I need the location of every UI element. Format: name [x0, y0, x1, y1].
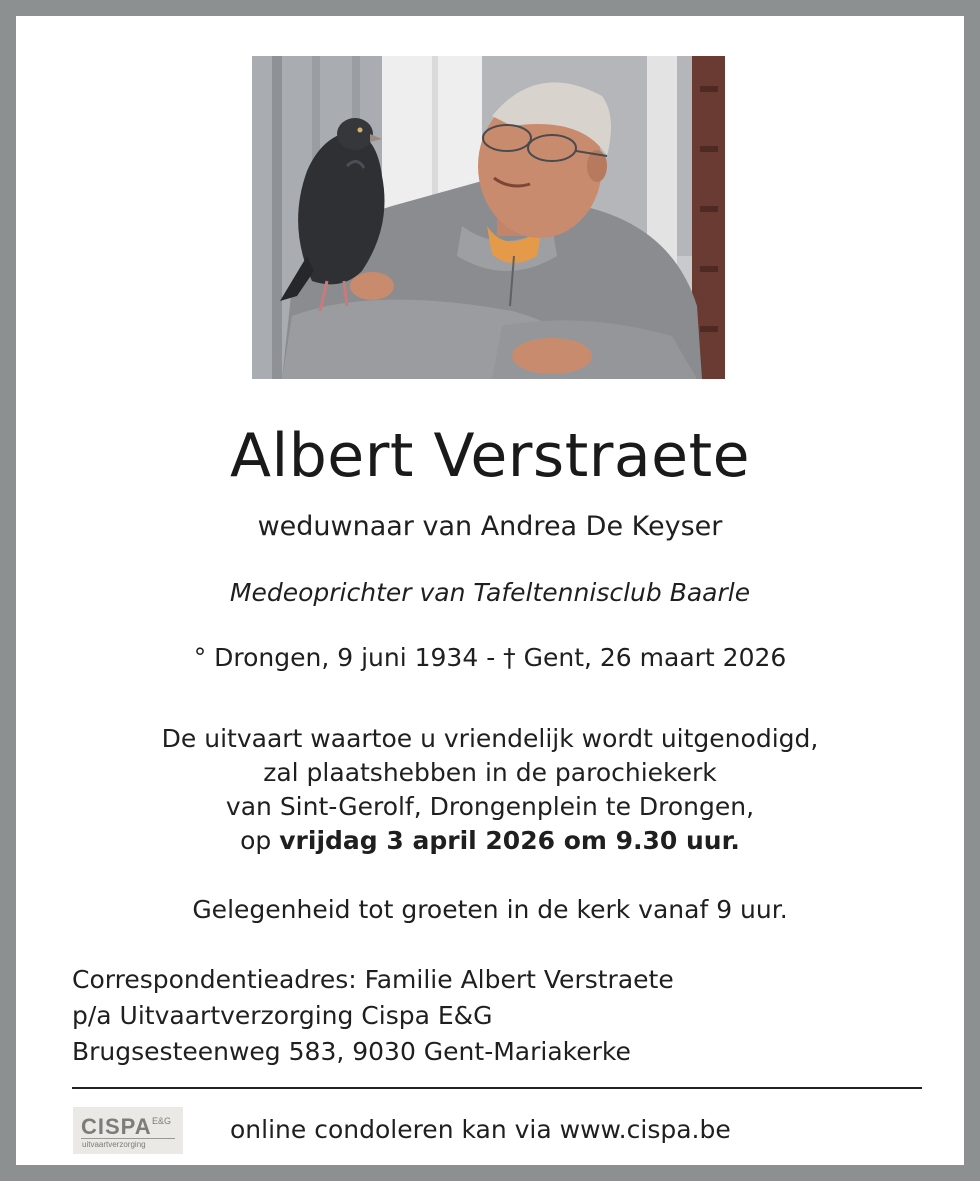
funeral-announcement [16, 722, 964, 858]
address-line-1: Correspondentieadres: Familie Albert Verstraete [72, 965, 674, 994]
visitation-line: Gelegenheid tot groeten in de kerk vanaf 9 uur. [192, 895, 788, 924]
divider-line [72, 1087, 922, 1089]
logo-subtitle: uitvaartverzorging [82, 1140, 146, 1149]
address-line-2: p/a Uitvaartverzorging Cispa E&G [72, 1001, 493, 1030]
funeral-line-2: zal plaatshebben in de parochiekerk [263, 758, 717, 787]
widower-of-line: weduwnaar van Andrea De Keyser [257, 511, 723, 542]
cispa-logo [73, 1107, 183, 1154]
deceased-name: Albert Verstraete [229, 421, 751, 491]
logo-superscript: E&G [152, 1116, 172, 1126]
role-line: Medeoprichter van Tafeltennisclub Baarle [229, 578, 751, 607]
portrait-photo [252, 56, 725, 379]
funeral-line-4 [16, 824, 964, 858]
funeral-date-prefix: op [240, 826, 280, 855]
funeral-line-3: van Sint-Gerolf, Drongenplein te Drongen, [225, 792, 755, 821]
funeral-date: vrijdag 3 april 2026 om 9.30 uur. [279, 826, 740, 855]
birth-death-dates: ° Drongen, 9 juni 1934 - † Gent, 26 maart 2026 [193, 643, 787, 672]
correspondence-address [72, 962, 674, 1070]
funeral-line-1: De uitvaart waartoe u vriendelijk wordt uitgenodigd, [161, 724, 819, 753]
address-line-3: Brugsesteenweg 583, 9030 Gent-Mariakerke [72, 1037, 631, 1066]
portrait-photo-icon [252, 56, 725, 379]
logo-wordmark: CISPA [81, 1114, 152, 1139]
logo-rule [81, 1138, 175, 1139]
online-condolence-text: online condoleren kan via www.cispa.be [230, 1115, 731, 1144]
